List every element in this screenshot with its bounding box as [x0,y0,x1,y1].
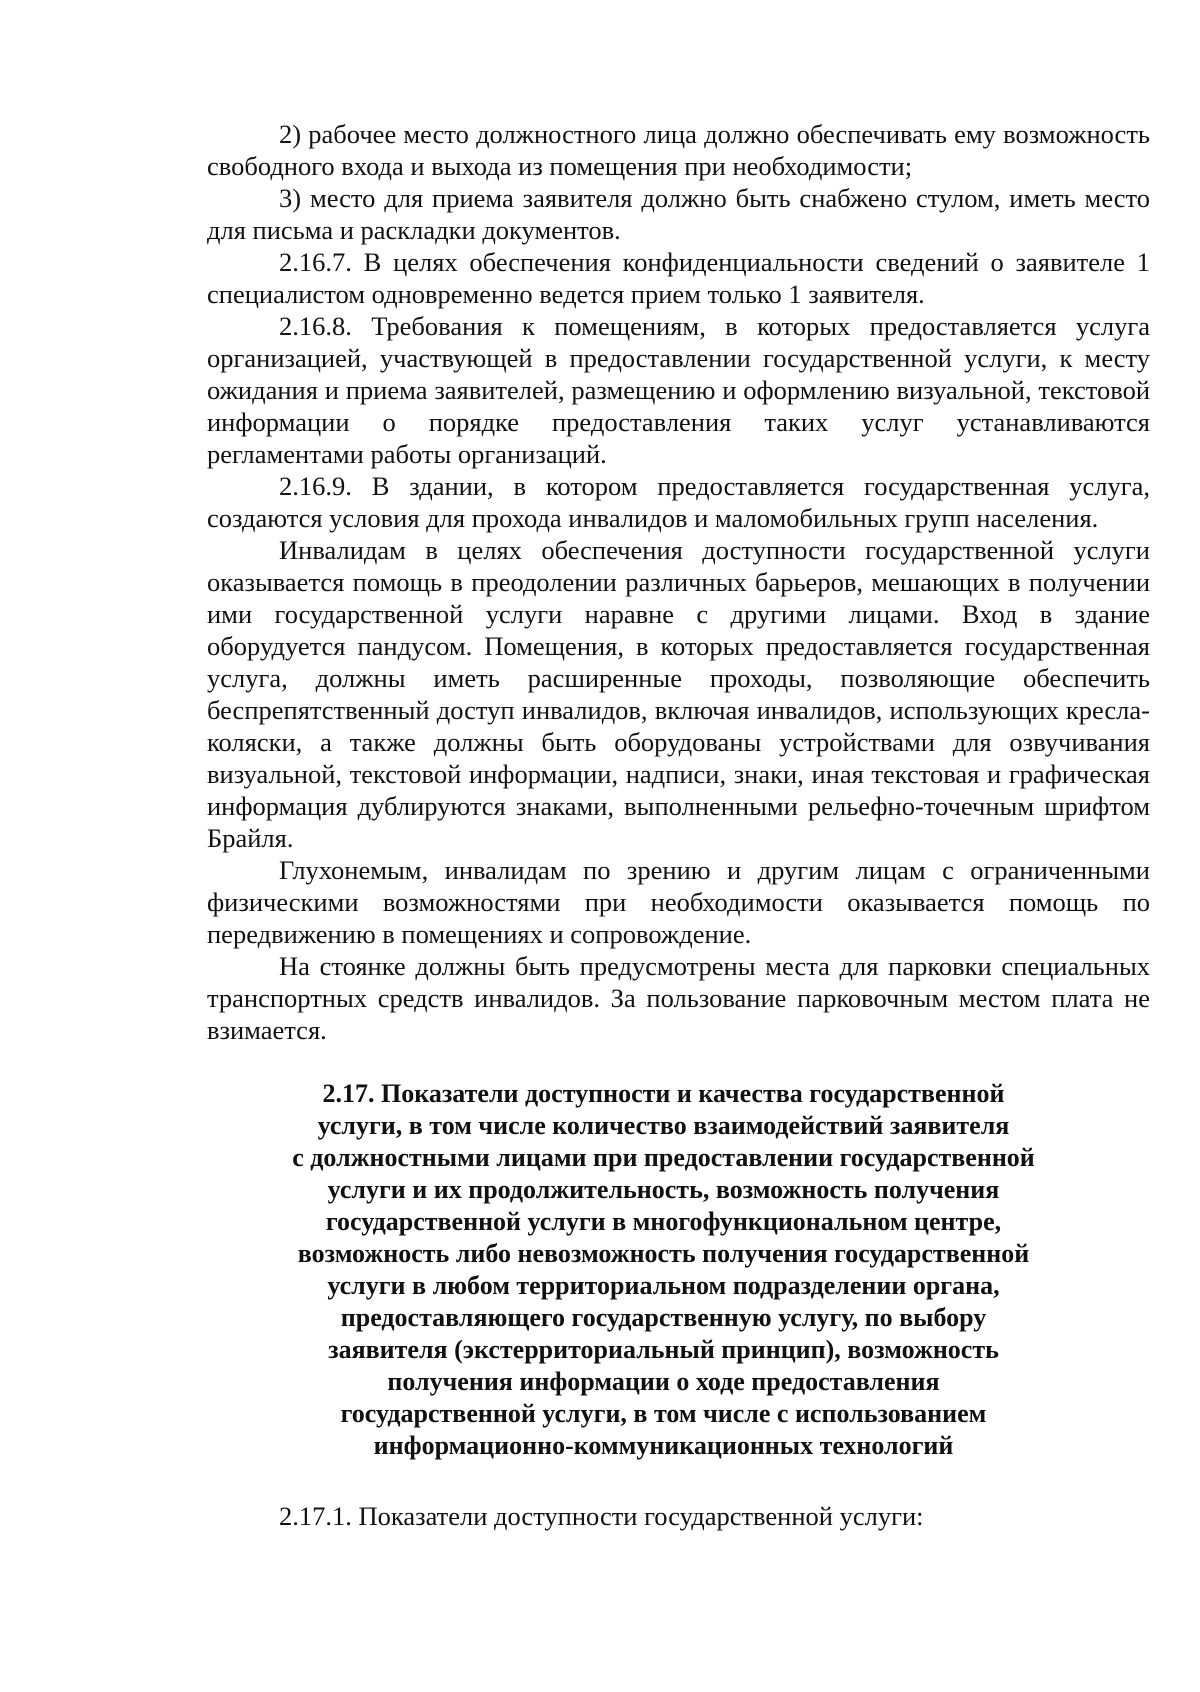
heading-line: услуги в любом территориальном подразделении органа, [327,1271,1000,1300]
heading-line: государственной услуги, в том числе с использованием [340,1399,987,1428]
heading-line: информационно-коммуникационных технологий [373,1431,954,1460]
heading-line: услуги, в том числе количество взаимодействий заявителя [317,1111,1010,1140]
heading-line: 2.17. Показатели доступности и качества государственной [322,1079,1005,1108]
paragraph-deaf-assistance: Глухонемым, инвалидам по зрению и другим лицам с ограниченными физическими возможностями при необходимости оказывается помощь по передвижению в помещениях и сопровождение. [207,855,1150,949]
paragraph-parking: На стоянке должны быть предусмотрены места для парковки специальных транспортных средств инвалидов. За пользование парковочным местом плата не взимается. [207,951,1150,1045]
paragraph-2-16-8: 2.16.8. Требования к помещениям, в которых предоставляется услуга организацией, участвующей в предоставлении государственной услуги, к месту ожидания и приема заявителей, размещению и оформлению визуальной, текстовой информации о порядке предоставления таких услуг устанавливаются регламентами работы организаций. [207,311,1150,469]
heading-line: с должностными лицами при предоставлении государственной [292,1143,1035,1172]
heading-line: заявителя (экстерриториальный принцип), возможность [328,1335,999,1364]
heading-line: предоставляющего государственную услугу, по выбору [340,1303,987,1332]
document-body [207,118,1150,1532]
paragraph-item-2: 2) рабочее место должностного лица должно обеспечивать ему возможность свободного входа и выхода из помещения при необходимости; [207,119,1150,181]
paragraph-2-17-1: 2.17.1. Показатели доступности государственной услуги: [279,1501,924,1531]
heading-line: возможность либо невозможность получения государственной [297,1239,1030,1268]
paragraph-disabled-access: Инвалидам в целях обеспечения доступности государственной услуги оказывается помощь в преодолении различных барьеров, мешающих в получении ими государственной услуги наравне с другими лицами. Вход в здание оборудуется пандусом. Помещения, в которых предоставляется государственная услуга, должны иметь расширенные проходы, позволяющие обеспечить беспрепятственный доступ инвалидов, включая инвалидов, использующих кресла-коляски, а также должны быть оборудованы устройствами для озвучивания визуальной, текстовой информации, надписи, знаки, иная текстовая и графическая информация дублируются знаками, выполненными рельефно-точечным шрифтом Брайля. [207,535,1150,853]
paragraph-2-16-9: 2.16.9. В здании, в котором предоставляется государственная услуга, создаются условия для прохода инвалидов и маломобильных групп населения. [207,471,1150,533]
paragraph-item-3: 3) место для приема заявителя должно быть снабжено стулом, иметь место для письма и раскладки документов. [207,183,1150,245]
heading-line: услуги и их продолжительность, возможность получения [327,1175,1000,1204]
heading-line: получения информации о ходе предоставления [387,1367,940,1396]
paragraph-2-16-7: 2.16.7. В целях обеспечения конфиденциальности сведений о заявителе 1 специалистом одновременно ведется прием только 1 заявителя. [207,247,1150,309]
heading-line: государственной услуги в многофункциональном центре, [325,1207,1002,1236]
section-heading-2-17 [207,1078,1150,1462]
